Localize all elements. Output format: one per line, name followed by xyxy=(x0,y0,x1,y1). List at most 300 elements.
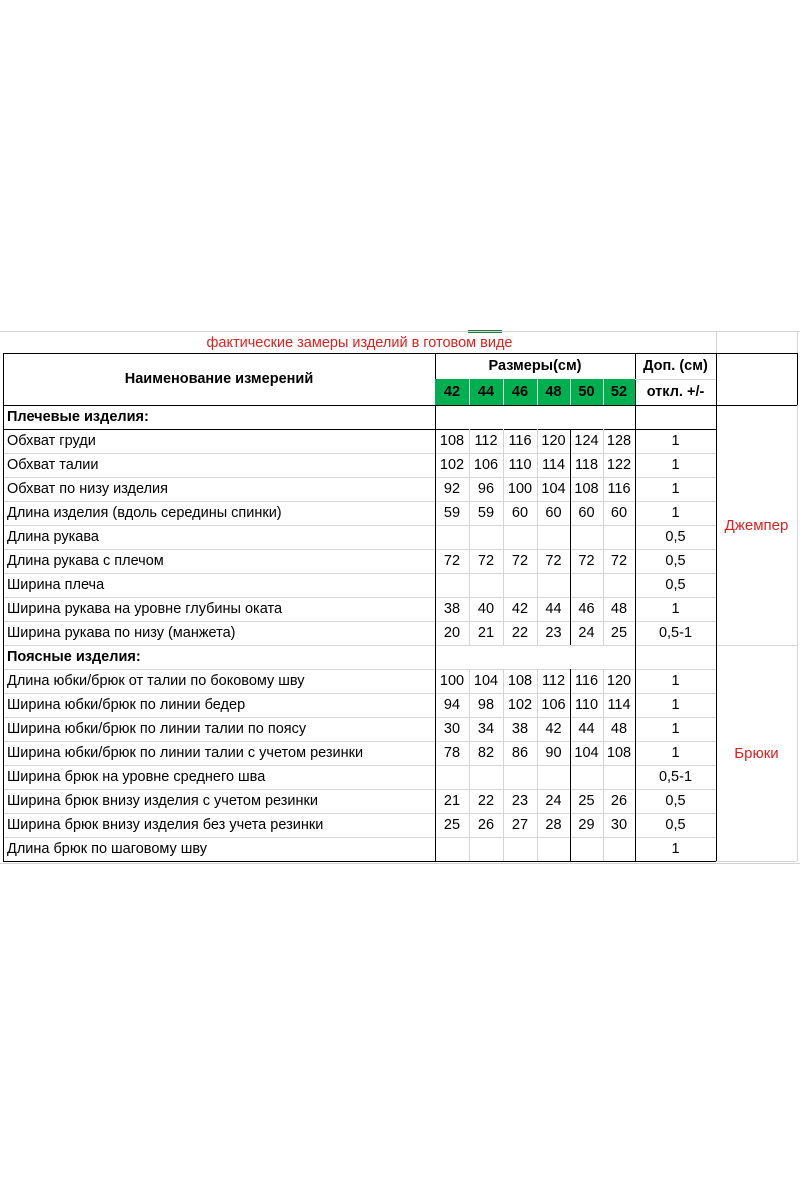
grid-line xyxy=(537,477,538,501)
size-value-cell: 28 xyxy=(545,817,562,833)
grid-line xyxy=(570,549,571,573)
size-value-cell: 106 xyxy=(473,457,499,473)
grid-line xyxy=(469,429,470,453)
grid-line xyxy=(3,549,4,573)
grid-line xyxy=(570,669,571,693)
grid-line xyxy=(570,525,571,549)
grid-line xyxy=(503,789,504,813)
tolerance-cell: 1 xyxy=(671,673,680,689)
size-value-cell: 60 xyxy=(545,505,562,521)
tolerance-cell: 1 xyxy=(671,457,680,473)
measurement-row-label: Длина рукава xyxy=(7,529,99,545)
size-value-cell: 25 xyxy=(610,625,628,641)
grid-line xyxy=(435,765,436,789)
size-header-42: 42 xyxy=(435,379,469,405)
grid-line xyxy=(435,741,436,765)
grid-line xyxy=(716,861,797,862)
grid-line xyxy=(3,405,4,429)
grid-line xyxy=(635,405,636,429)
grid-line xyxy=(603,789,604,813)
header-sizes: Размеры(см) xyxy=(488,358,582,374)
tolerance-cell: 0,5-1 xyxy=(658,769,693,785)
grid-line xyxy=(537,717,538,741)
grid-line xyxy=(469,717,470,741)
size-value-cell xyxy=(503,573,537,597)
grid-line xyxy=(570,379,571,405)
size-value-cell: 21 xyxy=(443,793,461,809)
size-value-cell: 108 xyxy=(574,481,599,497)
measurement-row-label: Ширина брюк внизу изделия без учета резинки xyxy=(7,817,324,833)
size-value-cell: 108 xyxy=(439,433,465,449)
grid-line xyxy=(537,837,538,861)
grid-line xyxy=(603,597,604,621)
grid-line xyxy=(797,353,798,405)
grid-line xyxy=(635,669,636,693)
size-value-cell: 128 xyxy=(606,433,632,449)
size-value-cell: 116 xyxy=(574,673,599,689)
size-value-cell: 40 xyxy=(477,601,495,617)
grid-line xyxy=(435,429,436,453)
grid-line xyxy=(503,379,504,405)
size-value-cell: 114 xyxy=(607,697,631,713)
grid-line xyxy=(3,669,4,693)
tolerance-cell: 1 xyxy=(671,697,680,713)
size-value-cell: 25 xyxy=(578,793,595,809)
size-value-cell xyxy=(435,765,469,789)
measurement-row-label: Обхват талии xyxy=(7,457,99,473)
grid-line xyxy=(570,453,571,477)
size-value-cell: 94 xyxy=(443,697,461,713)
grid-line xyxy=(537,621,538,645)
size-value-cell: 42 xyxy=(545,721,562,737)
grid-line xyxy=(435,453,436,477)
grid-line xyxy=(469,477,470,501)
grid-line xyxy=(716,353,717,405)
size-value-cell: 34 xyxy=(477,721,495,737)
grid-line xyxy=(537,379,538,405)
size-value-cell: 38 xyxy=(443,601,461,617)
grid-line xyxy=(603,429,604,453)
grid-line xyxy=(3,573,4,597)
grid-line xyxy=(3,765,4,789)
size-value-cell: 108 xyxy=(606,745,632,761)
size-value-cell: 26 xyxy=(610,793,628,809)
grid-line xyxy=(635,501,636,525)
size-value-cell: 59 xyxy=(443,505,461,521)
grid-line xyxy=(603,717,604,741)
size-value-cell: 24 xyxy=(578,625,595,641)
size-value-cell: 108 xyxy=(507,673,533,689)
tolerance-cell: 1 xyxy=(671,433,680,449)
grid-line xyxy=(537,813,538,837)
size-value-cell: 72 xyxy=(443,553,461,569)
size-header-50: 50 xyxy=(570,379,603,405)
size-value-cell xyxy=(503,765,537,789)
size-value-cell: 60 xyxy=(610,505,628,521)
grid-line xyxy=(603,573,604,597)
size-value-cell: 106 xyxy=(541,697,566,713)
section-heading: Поясные изделия: xyxy=(7,649,141,665)
size-value-cell: 72 xyxy=(545,553,562,569)
grid-line xyxy=(603,741,604,765)
size-value-cell xyxy=(570,573,603,597)
size-value-cell: 98 xyxy=(477,697,495,713)
grid-line xyxy=(435,525,436,549)
size-value-cell: 116 xyxy=(607,481,631,497)
size-value-cell: 124 xyxy=(574,433,599,449)
grid-line xyxy=(3,597,4,621)
spreadsheet-grid xyxy=(0,331,800,871)
grid-line xyxy=(503,813,504,837)
grid-line xyxy=(603,549,604,573)
grid-line xyxy=(435,573,436,597)
measurement-row-label: Обхват груди xyxy=(7,433,96,449)
grid-line xyxy=(570,501,571,525)
grid-line xyxy=(603,813,604,837)
grid-line xyxy=(435,669,436,693)
grid-line xyxy=(469,765,470,789)
grid-line xyxy=(3,645,4,669)
grid-line xyxy=(570,597,571,621)
grid-line xyxy=(469,525,470,549)
grid-line xyxy=(635,597,636,621)
size-value-cell: 26 xyxy=(477,817,495,833)
size-value-cell: 92 xyxy=(443,481,461,497)
size-header-46: 46 xyxy=(503,379,537,405)
grid-line xyxy=(537,573,538,597)
grid-line xyxy=(635,621,636,645)
measurement-row-label: Ширина рукава по низу (манжета) xyxy=(7,625,236,641)
grid-line xyxy=(570,621,571,645)
measurement-row-label: Ширина юбки/брюк по линии бедер xyxy=(7,697,246,713)
grid-line xyxy=(635,477,636,501)
size-value-cell: 72 xyxy=(610,553,628,569)
grid-line xyxy=(503,453,504,477)
size-value-cell: 60 xyxy=(511,505,529,521)
size-value-cell: 102 xyxy=(507,697,533,713)
size-value-cell: 23 xyxy=(545,625,562,641)
grid-line xyxy=(635,573,636,597)
grid-line xyxy=(435,789,436,813)
grid-line xyxy=(570,741,571,765)
grid-line xyxy=(469,453,470,477)
size-value-cell xyxy=(537,837,570,861)
size-header-48: 48 xyxy=(537,379,570,405)
grid-line xyxy=(570,837,571,861)
grid-line xyxy=(3,525,4,549)
size-value-cell: 122 xyxy=(606,457,632,473)
grid-line xyxy=(469,693,470,717)
size-value-cell: 38 xyxy=(511,721,529,737)
grid-line xyxy=(635,453,636,477)
size-header-44: 44 xyxy=(469,379,503,405)
grid-line xyxy=(3,717,4,741)
size-value-cell: 72 xyxy=(511,553,529,569)
table-title: фактические замеры изделий в готовом виде xyxy=(206,334,513,351)
grid-line xyxy=(635,789,636,813)
size-value-cell: 78 xyxy=(443,745,461,761)
size-value-cell: 22 xyxy=(477,793,495,809)
tolerance-cell: 0,5 xyxy=(665,553,686,569)
grid-line xyxy=(635,837,636,861)
grid-line xyxy=(3,813,4,837)
size-value-cell: 100 xyxy=(507,481,533,497)
measurement-row-label: Ширина рукава на уровне глубины оката xyxy=(7,601,283,617)
grid-line xyxy=(635,717,636,741)
grid-line xyxy=(797,331,798,353)
size-value-cell: 60 xyxy=(578,505,595,521)
size-value-cell: 112 xyxy=(474,433,498,449)
size-value-cell: 116 xyxy=(508,433,532,449)
grid-line xyxy=(435,813,436,837)
grid-line xyxy=(503,429,504,453)
measurement-row-label: Ширина брюк на уровне среднего шва xyxy=(7,769,266,785)
grid-line xyxy=(469,837,470,861)
tolerance-cell: 0,5 xyxy=(665,529,686,545)
grid-line xyxy=(797,405,798,645)
size-value-cell: 110 xyxy=(574,697,599,713)
grid-line xyxy=(537,429,538,453)
grid-line xyxy=(435,837,436,861)
grid-line xyxy=(3,477,4,501)
grid-line xyxy=(3,861,716,862)
grid-line xyxy=(503,765,504,789)
size-value-cell: 110 xyxy=(508,457,532,473)
grid-line xyxy=(570,765,571,789)
grid-line xyxy=(537,765,538,789)
grid-line xyxy=(635,741,636,765)
grid-line xyxy=(570,717,571,741)
grid-line xyxy=(435,621,436,645)
grid-line xyxy=(537,693,538,717)
size-value-cell: 59 xyxy=(477,505,495,521)
size-value-cell: 118 xyxy=(574,457,599,473)
size-value-cell xyxy=(570,837,603,861)
grid-line xyxy=(3,453,4,477)
size-value-cell: 72 xyxy=(578,553,595,569)
tolerance-cell: 1 xyxy=(671,481,680,497)
size-value-cell xyxy=(469,573,503,597)
tolerance-cell: 0,5-1 xyxy=(658,625,693,641)
size-value-cell xyxy=(435,837,469,861)
size-value-cell: 120 xyxy=(606,673,632,689)
size-value-cell xyxy=(503,525,537,549)
grid-line xyxy=(716,331,717,353)
grid-line xyxy=(537,453,538,477)
grid-line xyxy=(469,789,470,813)
size-value-cell: 120 xyxy=(541,433,566,449)
size-value-cell xyxy=(435,573,469,597)
size-value-cell xyxy=(537,573,570,597)
grid-line xyxy=(3,429,4,453)
tolerance-cell: 1 xyxy=(671,505,680,521)
measurement-row-label: Длина рукава с плечом xyxy=(7,553,164,569)
grid-line xyxy=(503,525,504,549)
grid-line xyxy=(0,863,800,864)
size-value-cell: 23 xyxy=(511,793,529,809)
grid-line xyxy=(603,837,604,861)
grid-line xyxy=(603,501,604,525)
size-value-cell: 72 xyxy=(477,553,495,569)
size-value-cell xyxy=(469,837,503,861)
grid-line xyxy=(503,477,504,501)
grid-line xyxy=(435,645,436,669)
grid-line xyxy=(603,453,604,477)
size-value-cell: 48 xyxy=(610,721,628,737)
measurement-row-label: Длина изделия (вдоль середины спинки) xyxy=(7,505,282,521)
size-value-cell: 46 xyxy=(578,601,595,617)
grid-line xyxy=(635,429,636,453)
tolerance-cell: 0,5 xyxy=(665,817,686,833)
size-value-cell: 22 xyxy=(511,625,529,641)
grid-line xyxy=(503,621,504,645)
size-value-cell xyxy=(603,837,635,861)
grid-line xyxy=(435,501,436,525)
size-value-cell xyxy=(469,765,503,789)
grid-line xyxy=(570,573,571,597)
grid-line xyxy=(469,573,470,597)
size-value-cell: 30 xyxy=(610,817,628,833)
size-value-cell xyxy=(603,765,635,789)
size-value-cell: 20 xyxy=(443,625,461,641)
size-header-52: 52 xyxy=(603,379,635,405)
grid-line xyxy=(797,645,798,861)
tolerance-cell: 0,5 xyxy=(665,793,686,809)
grid-line xyxy=(635,525,636,549)
grid-line xyxy=(537,597,538,621)
grid-line xyxy=(503,717,504,741)
grid-line xyxy=(469,549,470,573)
grid-line xyxy=(469,669,470,693)
size-value-cell: 25 xyxy=(443,817,461,833)
tolerance-cell: 1 xyxy=(671,745,680,761)
measurement-row-label: Длина юбки/брюк от талии по боковому шву xyxy=(7,673,305,689)
header-tolerance: Доп. (см) xyxy=(643,358,708,374)
size-value-cell: 27 xyxy=(511,817,529,833)
grid-line xyxy=(469,813,470,837)
size-value-cell: 112 xyxy=(541,673,566,689)
grid-line xyxy=(537,549,538,573)
grid-line xyxy=(469,621,470,645)
grid-line xyxy=(435,693,436,717)
grid-line xyxy=(469,597,470,621)
grid-line xyxy=(503,501,504,525)
grid-line xyxy=(435,405,436,429)
measurement-row-label: Длина брюк по шаговому шву xyxy=(7,841,208,857)
measurement-row-label: Ширина юбки/брюк по линии талии по поясу xyxy=(7,721,307,737)
grid-line xyxy=(3,693,4,717)
section-heading: Плечевые изделия: xyxy=(7,409,149,425)
grid-line xyxy=(603,525,604,549)
size-value-cell: 21 xyxy=(477,625,495,641)
size-value-cell: 82 xyxy=(477,745,495,761)
size-value-cell: 90 xyxy=(545,745,562,761)
grid-line xyxy=(469,379,470,405)
grid-line xyxy=(435,597,436,621)
grid-line xyxy=(537,789,538,813)
size-value-cell xyxy=(537,765,570,789)
grid-line xyxy=(503,693,504,717)
size-value-cell: 104 xyxy=(473,673,499,689)
size-value-cell: 44 xyxy=(578,721,595,737)
grid-line xyxy=(603,621,604,645)
header-measurement-name: Наименование измерений xyxy=(124,371,314,387)
grid-line xyxy=(570,693,571,717)
tolerance-cell: 1 xyxy=(671,601,680,617)
size-value-cell: 96 xyxy=(477,481,495,497)
grid-line xyxy=(3,501,4,525)
grid-line xyxy=(503,741,504,765)
size-value-cell: 30 xyxy=(443,721,461,737)
grid-line xyxy=(3,837,4,861)
grid-line xyxy=(537,741,538,765)
grid-line xyxy=(603,693,604,717)
header-tolerance-sub: откл. +/- xyxy=(646,384,705,400)
size-value-cell: 104 xyxy=(574,745,599,761)
grid-line xyxy=(503,669,504,693)
grid-line xyxy=(469,741,470,765)
grid-line xyxy=(3,621,4,645)
size-value-cell xyxy=(570,765,603,789)
grid-line xyxy=(537,501,538,525)
size-value-cell: 100 xyxy=(439,673,465,689)
size-value-cell: 102 xyxy=(439,457,465,473)
size-value-cell xyxy=(537,525,570,549)
grid-line xyxy=(537,669,538,693)
grid-line xyxy=(570,789,571,813)
size-value-cell: 42 xyxy=(511,601,529,617)
size-value-cell xyxy=(570,525,603,549)
product-label: Брюки xyxy=(734,744,779,762)
size-value-cell xyxy=(603,525,635,549)
measurement-row-label: Обхват по низу изделия xyxy=(7,481,169,497)
product-label: Джемпер xyxy=(724,516,789,534)
measurement-row-label: Ширина брюк внизу изделия с учетом резинки xyxy=(7,793,318,809)
grid-line xyxy=(435,477,436,501)
size-value-cell xyxy=(603,573,635,597)
grid-line xyxy=(635,813,636,837)
grid-line xyxy=(503,549,504,573)
grid-line xyxy=(635,549,636,573)
grid-line xyxy=(435,549,436,573)
measurement-row-label: Ширина плеча xyxy=(7,577,105,593)
size-value-cell xyxy=(469,525,503,549)
grid-line xyxy=(3,741,4,765)
size-value-cell xyxy=(435,525,469,549)
size-value-cell: 104 xyxy=(541,481,566,497)
tolerance-cell: 1 xyxy=(671,841,680,857)
grid-line xyxy=(503,573,504,597)
grid-line xyxy=(570,429,571,453)
grid-line xyxy=(503,837,504,861)
tolerance-cell: 1 xyxy=(671,721,680,737)
size-value-cell: 48 xyxy=(610,601,628,617)
size-value-cell: 86 xyxy=(511,745,529,761)
measurement-row-label: Ширина юбки/брюк по линии талии с учетом резинки xyxy=(7,745,364,761)
size-value-cell: 44 xyxy=(545,601,562,617)
tolerance-cell: 0,5 xyxy=(665,577,686,593)
grid-line xyxy=(503,597,504,621)
grid-line xyxy=(570,477,571,501)
grid-line xyxy=(603,477,604,501)
grid-line xyxy=(435,717,436,741)
grid-line xyxy=(570,813,571,837)
grid-line xyxy=(603,765,604,789)
size-value-cell xyxy=(503,837,537,861)
grid-line xyxy=(3,789,4,813)
grid-line xyxy=(635,693,636,717)
grid-line xyxy=(603,379,604,405)
